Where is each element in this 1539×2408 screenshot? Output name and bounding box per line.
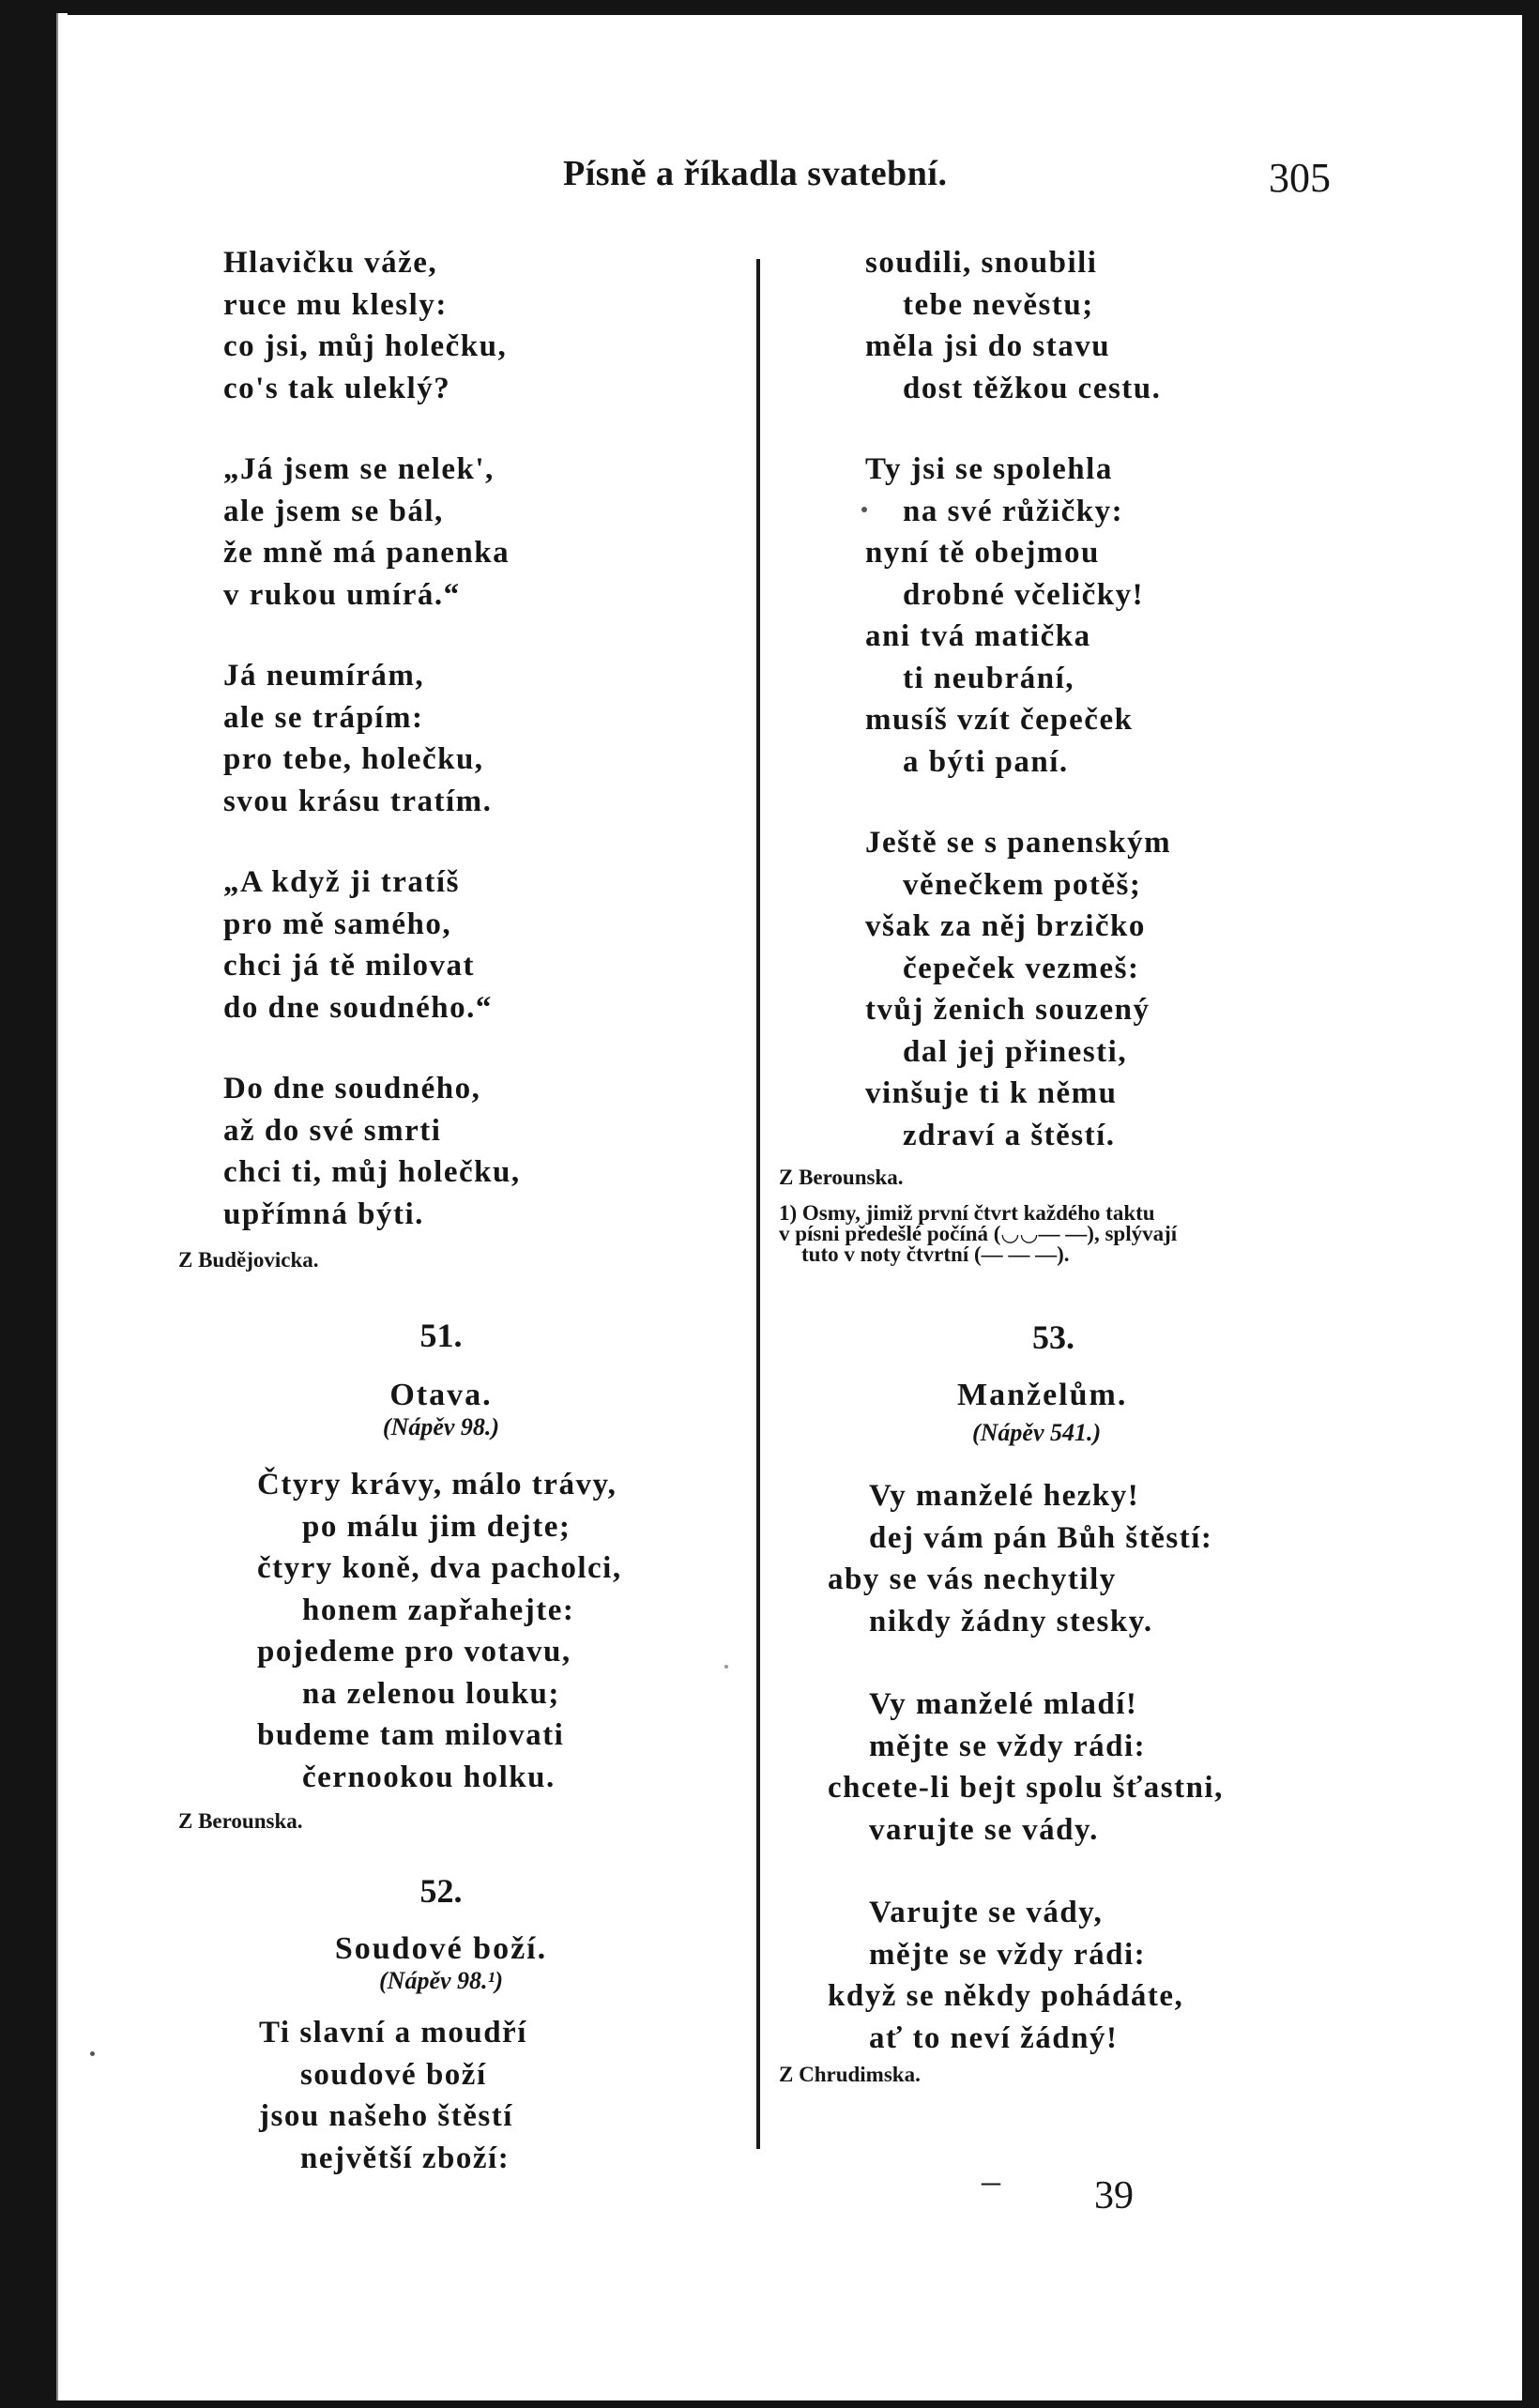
song-title: Manželům. (957, 1378, 1128, 1412)
verse-line: Ještě se s panenským (865, 826, 1172, 860)
verse-line: svou krásu tratím. (223, 784, 493, 818)
song-tune: (Nápěv 541.) (972, 1419, 1102, 1446)
verse-line: musíš vzít čepeček (865, 703, 1134, 737)
song-tune: (Nápěv 98.¹) (379, 1967, 503, 1994)
verse-line: ti neubrání, (903, 661, 1075, 695)
verse-line: dost těžkou cestu. (903, 371, 1162, 405)
verse-line: ale jsem se bál, (223, 494, 444, 528)
verse-line: největší zboží: (300, 2141, 510, 2175)
verse-line: černookou holku. (302, 1760, 556, 1794)
footnote-line: tuto v noty čtvrtní (— — —). (801, 1242, 1070, 1266)
verse-line: ani tvá matička (865, 619, 1091, 653)
verse-line: chci ti, můj holečku, (223, 1155, 521, 1189)
verse-line: Vy manželé mladí! (869, 1687, 1138, 1721)
stanza (178, 1464, 704, 1798)
verse-line: tvůj ženich souzený (865, 993, 1150, 1027)
paper-speck (724, 1665, 728, 1669)
verse-line: zdraví a štěstí. (903, 1118, 1116, 1152)
page-edge (56, 13, 68, 2408)
verse-line: drobné včeličky! (903, 577, 1145, 612)
column-divider (756, 259, 760, 2149)
verse-line: varujte se vády. (869, 1812, 1099, 1847)
verse-line: co jsi, můj holečku, (223, 329, 508, 363)
stanza (779, 242, 1379, 409)
paper-speck (90, 2051, 95, 2056)
stanza (178, 655, 704, 822)
stanza (779, 1684, 1379, 1851)
verse-line: čepeček vezmeš: (903, 951, 1140, 985)
verse-line: dal jej přinesti, (903, 1034, 1128, 1069)
source-note: Z Berounska. (178, 1809, 303, 1833)
signature-number: 39 (1094, 2174, 1134, 2217)
verse-line: ať to neví žádný! (869, 2020, 1119, 2055)
song-tune: (Nápěv 98.) (382, 1413, 500, 1440)
stanza (178, 449, 704, 616)
verse-line: věnečkem potěš; (903, 867, 1142, 902)
verse-line: budeme tam milovati (257, 1718, 565, 1752)
verse-line: nikdy žádny stesky. (869, 1604, 1153, 1638)
verse-line: ruce mu klesly: (223, 287, 448, 322)
source-note: Z Chrudimska. (779, 2063, 921, 2086)
song-title: Otava. (389, 1378, 493, 1412)
verse-line: „Já jsem se nelek', (223, 452, 495, 486)
verse-line: Ti slavní a moudří (259, 2016, 527, 2050)
footnote-line: 1) Osmy, jimiž první čtvrt každého taktu (779, 1201, 1155, 1225)
page-number: 305 (1269, 155, 1331, 201)
verse-line: tebe nevěstu; (903, 287, 1094, 322)
scan-border-bottom (0, 2400, 1539, 2408)
verse-line: co's tak uleklý? (223, 371, 451, 405)
verse-line: Ty jsi se spolehla (865, 452, 1113, 486)
verse-line: když se někdy pohádáte, (828, 1979, 1184, 2013)
scan-border-right (1522, 0, 1539, 2408)
scan-border-left (0, 0, 56, 2408)
stanza (779, 449, 1379, 783)
verse-line: po málu jim dejte; (302, 1509, 571, 1544)
verse-line: do dne soudného.“ (223, 990, 493, 1025)
verse-line: upřímná býti. (223, 1196, 424, 1231)
stanza (178, 861, 704, 1029)
verse-line: soudili, snoubili (865, 246, 1098, 280)
verse-line: mějte se vždy rádi: (869, 1937, 1147, 1972)
stanza (178, 242, 704, 409)
verse-line: chcete-li bejt spolu šťastni, (828, 1771, 1224, 1805)
stanza (779, 822, 1379, 1156)
running-head: Písně a říkadla svatební. (563, 154, 948, 193)
verse-line: Čtyry krávy, málo trávy, (257, 1468, 617, 1501)
source-note: Z Budějovicka. (178, 1248, 319, 1272)
verse-line: až do své smrti (223, 1113, 442, 1148)
verse-line: dej vám pán Bůh štěstí: (869, 1520, 1213, 1555)
scan-border-top (0, 0, 1539, 15)
verse-line: měla jsi do stavu (865, 329, 1111, 363)
stanza (178, 1068, 704, 1235)
verse-line: aby se vás nechytily (828, 1562, 1117, 1596)
song-number: 51. (419, 1317, 463, 1354)
signature-dash: – (982, 2159, 1000, 2202)
verse-line: však za něj brzičko (865, 909, 1146, 943)
verse-line: na své růžičky: (903, 494, 1124, 528)
verse-line: mějte se vždy rádi: (869, 1729, 1147, 1763)
left-column (178, 242, 704, 2218)
verse-line: a býti paní. (903, 744, 1069, 779)
verse-line: že mně má panenka (223, 536, 510, 570)
verse-line: Já neumírám, (223, 659, 425, 693)
verse-line: pojedeme pro votavu, (257, 1635, 571, 1669)
paper-speck (861, 507, 867, 512)
verse-line: na zelenou louku; (302, 1676, 560, 1711)
footnote (779, 1203, 1379, 1265)
song-title: Soudové boží. (334, 1931, 548, 1966)
stanza (779, 1475, 1379, 1642)
verse-line: v rukou umírá.“ (223, 577, 461, 612)
verse-line: honem zapřahejte: (302, 1593, 575, 1627)
verse-line: jsou našeho štěstí (259, 2099, 513, 2133)
verse-line: pro mě samého, (223, 907, 452, 941)
verse-line: pro tebe, holečku, (223, 742, 484, 776)
stanza (779, 1892, 1379, 2059)
verse-line: soudové boží (300, 2057, 487, 2092)
verse-line: Hlavičku váže, (223, 246, 438, 280)
verse-line: ale se trápím: (223, 700, 424, 735)
stanza (178, 2012, 704, 2179)
footnote-line: v písni předešlé počíná (◡◡— —), splývají (779, 1222, 1178, 1245)
verse-line: „A když ji tratíš (223, 865, 460, 899)
source-note: Z Berounska. (779, 1166, 904, 1189)
verse-line: Vy manželé hezky! (869, 1479, 1140, 1513)
verse-line: vinšuje ti k němu (865, 1076, 1118, 1110)
right-column (779, 242, 1379, 2087)
verse-line: Do dne soudného, (223, 1072, 481, 1105)
verse-line: nyní tě obejmou (865, 536, 1100, 570)
song-number: 53. (1032, 1318, 1074, 1356)
verse-line: Varujte se vády, (869, 1896, 1104, 1929)
verse-line: čtyry koně, dva pacholci, (257, 1551, 622, 1585)
song-number: 52. (419, 1872, 463, 1910)
verse-line: chci já tě milovat (223, 949, 476, 983)
